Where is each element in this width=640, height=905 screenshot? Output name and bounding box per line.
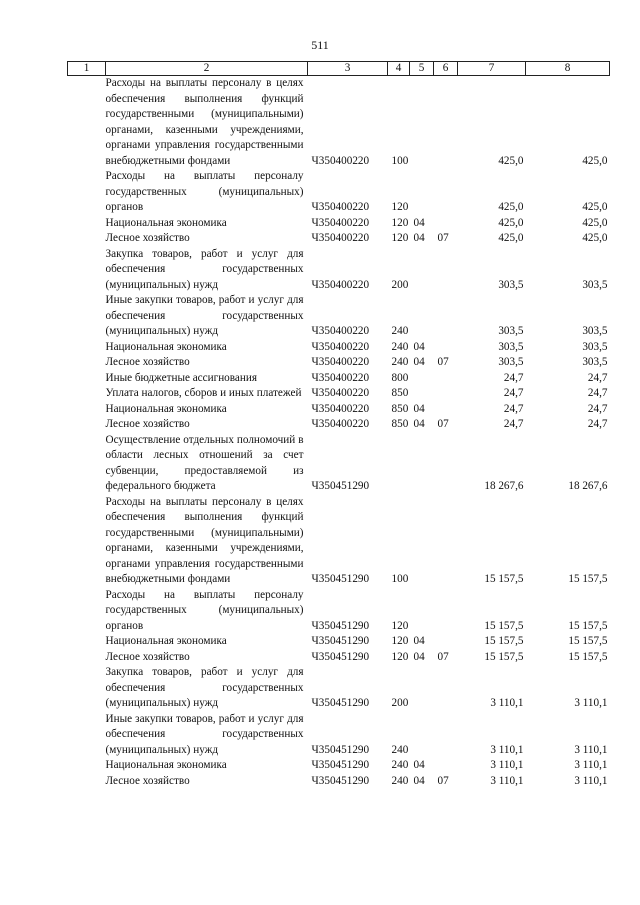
cell-subsection <box>434 76 458 170</box>
cell-amount-7: 425,0 <box>498 232 524 244</box>
cell-amount-7: 3 110,1 <box>490 774 524 787</box>
cell-empty <box>68 774 106 790</box>
cell-target-code: Ч350451290 <box>311 635 370 647</box>
cell-amount-7: 15 157,5 <box>484 619 524 632</box>
cell-description: Иные бюджетные ассигнования <box>105 371 257 384</box>
cell-amount-7: 3 110,1 <box>490 743 524 756</box>
table-row <box>68 402 610 418</box>
table-row <box>68 495 610 588</box>
cell-amount-8: 24,7 <box>587 371 608 384</box>
cell-amount-8: 425,0 <box>582 201 608 213</box>
cell-description: Осуществление отдельных полномочий в области лесных отношений за счет субвенции, предоставляемой из федерального бюджета <box>105 433 304 492</box>
table-row <box>68 386 610 402</box>
cell-target-code: Ч350400220 <box>311 232 370 244</box>
cell-subsection: 07 <box>437 232 449 244</box>
cell-amount-7: 303,5 <box>498 356 524 368</box>
cell-description: Уплата налогов, сборов и иных платежей <box>105 387 302 399</box>
cell-amount-8: 24,7 <box>587 387 608 399</box>
cell-subsection: 07 <box>437 774 449 787</box>
cell-subsection <box>434 588 458 635</box>
cell-section: 04 <box>413 356 425 368</box>
cell-expense-type: 850 <box>391 387 409 399</box>
cell-amount-8: 15 157,5 <box>568 635 608 647</box>
header-col-3: 3 <box>308 62 388 76</box>
table-row <box>68 293 610 340</box>
cell-amount-8: 15 157,5 <box>568 650 608 663</box>
cell-amount-8: 24,7 <box>587 418 608 430</box>
cell-subsection <box>434 386 458 402</box>
cell-target-code: Ч350400220 <box>311 325 370 337</box>
cell-amount-7: 24,7 <box>503 371 524 384</box>
cell-target-code: Ч350451290 <box>311 697 370 709</box>
cell-amount-8: 303,5 <box>582 356 608 368</box>
cell-description: Национальная экономика <box>105 216 227 229</box>
cell-description: Расходы на выплаты персоналу государственных (муниципальных) органов <box>105 170 304 213</box>
cell-amount-8: 425,0 <box>582 216 608 229</box>
cell-expense-type: 240 <box>391 340 409 353</box>
cell-target-code: Ч350400220 <box>311 418 370 430</box>
cell-empty <box>68 371 106 387</box>
cell-expense-type: 200 <box>391 278 409 291</box>
cell-empty <box>68 417 106 433</box>
cell-amount-7: 24,7 <box>503 418 524 430</box>
cell-target-code: Ч350400220 <box>311 387 370 399</box>
cell-empty <box>68 355 106 371</box>
cell-subsection <box>434 169 458 216</box>
cell-amount-8: 303,5 <box>582 278 608 291</box>
table-row <box>68 758 610 774</box>
cell-expense-type: 240 <box>391 774 409 787</box>
cell-section <box>410 293 434 340</box>
cell-description: Иные закупки товаров, работ и услуг для обеспечения государственных (муниципальных) нужд <box>105 294 304 337</box>
cell-amount-8: 15 157,5 <box>568 573 608 585</box>
cell-empty <box>68 340 106 356</box>
cell-empty <box>68 495 106 588</box>
table-row <box>68 634 610 650</box>
cell-subsection: 07 <box>437 356 449 368</box>
cell-subsection <box>434 634 458 650</box>
table-row <box>68 712 610 759</box>
cell-target-code: Ч350451290 <box>311 743 370 756</box>
cell-amount-7: 24,7 <box>503 387 524 399</box>
cell-empty <box>68 588 106 635</box>
table-row <box>68 76 610 170</box>
table-row <box>68 355 610 371</box>
cell-expense-type: 200 <box>391 697 409 709</box>
cell-subsection <box>434 371 458 387</box>
table-row <box>68 371 610 387</box>
table-row <box>68 665 610 712</box>
cell-subsection: 07 <box>437 650 449 663</box>
cell-expense-type: 240 <box>391 759 409 771</box>
cell-amount-7: 303,5 <box>498 278 524 291</box>
cell-target-code: Ч350451290 <box>311 650 370 663</box>
cell-target-code: Ч350400220 <box>311 278 370 291</box>
cell-amount-8: 3 110,1 <box>574 743 608 756</box>
cell-target-code: Ч350451290 <box>311 774 370 787</box>
cell-section <box>410 386 434 402</box>
cell-empty <box>68 650 106 666</box>
cell-target-code: Ч350400220 <box>311 216 370 229</box>
cell-description: Национальная экономика <box>105 759 227 771</box>
table-header <box>68 62 610 76</box>
table-row <box>68 340 610 356</box>
cell-amount-7: 303,5 <box>498 325 524 337</box>
cell-amount-8: 3 110,1 <box>574 759 608 771</box>
cell-empty <box>68 665 106 712</box>
cell-section: 04 <box>413 759 425 771</box>
cell-description: Лесное хозяйство <box>105 774 190 787</box>
table-row <box>68 650 610 666</box>
cell-amount-8: 425,0 <box>582 154 608 167</box>
cell-amount-8: 303,5 <box>582 340 608 353</box>
cell-empty <box>68 712 106 759</box>
cell-subsection <box>434 340 458 356</box>
cell-description: Иные закупки товаров, работ и услуг для обеспечения государственных (муниципальных) нужд <box>105 712 304 756</box>
cell-target-code: Ч350400220 <box>311 340 370 353</box>
cell-subsection <box>434 247 458 294</box>
cell-description: Национальная экономика <box>105 402 227 415</box>
cell-amount-7: 3 110,1 <box>490 759 524 771</box>
table-row <box>68 417 610 433</box>
cell-section <box>410 665 434 712</box>
cell-description: Расходы на выплаты персоналу в целях обеспечения выполнения функций государственными (муниципальными) органами, казенными учреждениями, органами управления государственными внебюджетными фондами <box>105 495 304 585</box>
cell-amount-7: 18 267,6 <box>484 480 524 492</box>
cell-amount-8: 24,7 <box>587 402 608 415</box>
cell-expense-type: 120 <box>391 635 409 647</box>
cell-target-code: Ч350451290 <box>311 619 370 632</box>
cell-expense-type <box>388 433 410 495</box>
cell-amount-7: 15 157,5 <box>484 650 524 663</box>
table-row <box>68 231 610 247</box>
cell-empty <box>68 433 106 495</box>
table-row <box>68 774 610 790</box>
table-row <box>68 169 610 216</box>
cell-section: 04 <box>413 216 425 229</box>
cell-description: Национальная экономика <box>105 340 227 353</box>
cell-section <box>410 433 434 495</box>
cell-section: 04 <box>413 418 425 430</box>
cell-empty <box>68 231 106 247</box>
cell-empty <box>68 76 106 170</box>
cell-subsection <box>434 433 458 495</box>
cell-expense-type: 850 <box>391 418 409 430</box>
cell-amount-8: 15 157,5 <box>568 619 608 632</box>
cell-empty <box>68 247 106 294</box>
budget-table <box>67 61 610 789</box>
header-row <box>68 62 610 76</box>
header-col-1: 1 <box>68 62 106 76</box>
page-number: 511 <box>311 38 329 52</box>
cell-amount-8: 18 267,6 <box>568 480 608 492</box>
cell-expense-type: 240 <box>391 356 409 368</box>
cell-description: Лесное хозяйство <box>105 356 190 368</box>
cell-expense-type: 240 <box>391 743 409 756</box>
cell-subsection <box>434 758 458 774</box>
cell-expense-type: 850 <box>391 402 409 415</box>
cell-description: Национальная экономика <box>105 635 227 647</box>
cell-section <box>410 169 434 216</box>
cell-description: Расходы на выплаты персоналу государственных (муниципальных) органов <box>105 588 304 632</box>
cell-subsection <box>434 495 458 588</box>
cell-amount-8: 425,0 <box>582 232 608 244</box>
cell-section: 04 <box>413 340 425 353</box>
cell-amount-8: 3 110,1 <box>574 774 608 787</box>
cell-empty <box>68 169 106 216</box>
cell-subsection <box>434 293 458 340</box>
cell-target-code: Ч350400220 <box>311 402 370 415</box>
cell-description: Расходы на выплаты персоналу в целях обеспечения выполнения функций государственными (муниципальными) органами, казенными учреждениями, органами управления государственными внебюджетными фондами <box>105 77 304 167</box>
cell-target-code: Ч350451290 <box>311 759 370 771</box>
cell-subsection <box>434 665 458 712</box>
cell-description: Лесное хозяйство <box>105 418 190 430</box>
cell-section <box>410 371 434 387</box>
cell-amount-7: 425,0 <box>498 216 524 229</box>
cell-expense-type: 120 <box>391 201 409 213</box>
cell-target-code: Ч350451290 <box>311 573 370 585</box>
header-col-7: 7 <box>458 62 526 76</box>
cell-amount-7: 24,7 <box>503 402 524 415</box>
cell-target-code: Ч350400220 <box>311 356 370 368</box>
cell-empty <box>68 216 106 232</box>
cell-section: 04 <box>413 774 425 787</box>
table-row <box>68 433 610 495</box>
cell-section: 04 <box>413 635 425 647</box>
cell-empty <box>68 402 106 418</box>
cell-expense-type: 100 <box>391 154 409 167</box>
cell-target-code: Ч350400220 <box>311 371 370 384</box>
header-col-6: 6 <box>434 62 458 76</box>
header-col-4: 4 <box>388 62 410 76</box>
cell-expense-type: 120 <box>391 619 409 632</box>
cell-subsection: 07 <box>437 418 449 430</box>
table-row <box>68 247 610 294</box>
cell-section <box>410 712 434 759</box>
cell-expense-type: 100 <box>391 573 409 585</box>
table-row <box>68 588 610 635</box>
cell-subsection <box>434 216 458 232</box>
cell-expense-type: 120 <box>391 216 409 229</box>
header-col-2: 2 <box>106 62 308 76</box>
cell-expense-type: 800 <box>391 371 409 384</box>
cell-expense-type: 120 <box>391 232 409 244</box>
cell-description: Закупка товаров, работ и услуг для обеспечения государственных (муниципальных) нужд <box>105 666 304 709</box>
cell-target-code: Ч350451290 <box>311 480 370 492</box>
cell-section: 04 <box>413 650 425 663</box>
cell-section: 04 <box>413 402 425 415</box>
cell-empty <box>68 634 106 650</box>
cell-expense-type: 240 <box>391 325 409 337</box>
header-col-8: 8 <box>526 62 610 76</box>
cell-amount-7: 15 157,5 <box>484 573 524 585</box>
cell-amount-7: 425,0 <box>498 201 524 213</box>
header-col-5: 5 <box>410 62 434 76</box>
cell-amount-8: 303,5 <box>582 325 608 337</box>
table-body <box>68 76 610 790</box>
cell-amount-7: 303,5 <box>498 340 524 353</box>
cell-target-code: Ч350400220 <box>311 201 370 213</box>
cell-amount-7: 15 157,5 <box>484 635 524 647</box>
cell-amount-8: 3 110,1 <box>574 697 608 709</box>
cell-section <box>410 76 434 170</box>
cell-amount-7: 425,0 <box>498 154 524 167</box>
cell-empty <box>68 758 106 774</box>
cell-section <box>410 588 434 635</box>
cell-empty <box>68 386 106 402</box>
cell-description: Лесное хозяйство <box>105 650 190 663</box>
cell-section <box>410 495 434 588</box>
cell-subsection <box>434 402 458 418</box>
cell-amount-7: 3 110,1 <box>490 697 524 709</box>
cell-section <box>410 247 434 294</box>
cell-description: Лесное хозяйство <box>105 232 190 244</box>
cell-expense-type: 120 <box>391 650 409 663</box>
cell-section: 04 <box>413 232 425 244</box>
cell-description: Закупка товаров, работ и услуг для обеспечения государственных (муниципальных) нужд <box>105 247 304 291</box>
cell-empty <box>68 293 106 340</box>
cell-subsection <box>434 712 458 759</box>
table-row <box>68 216 610 232</box>
cell-target-code: Ч350400220 <box>311 154 370 167</box>
